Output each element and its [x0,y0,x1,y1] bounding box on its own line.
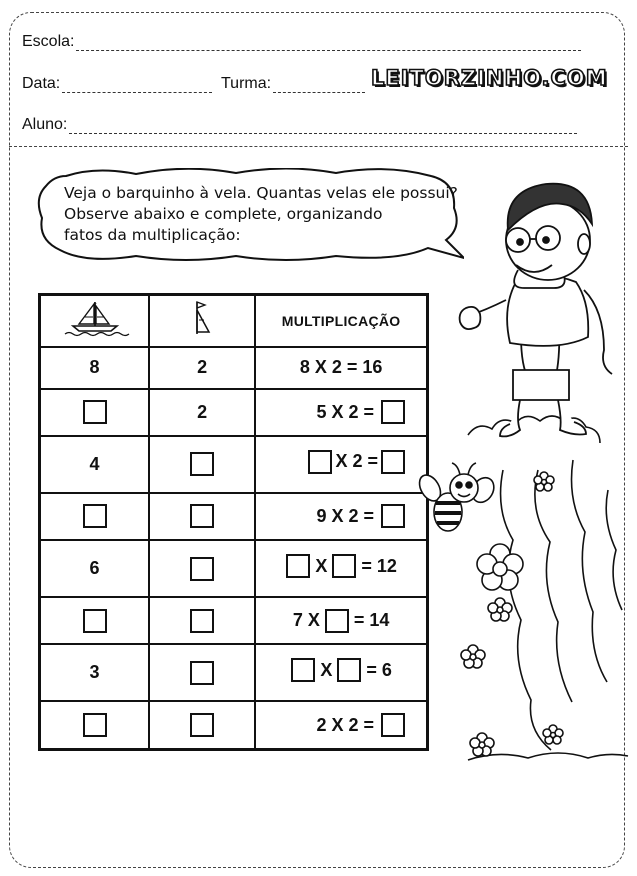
multiplicacao-header: MULTIPLICAÇÃO [281,313,401,330]
table-row [40,493,428,541]
row7-eq-x: X [320,659,333,680]
table-header-row [40,295,428,347]
answer-box[interactable] [190,713,214,737]
row1-eq-text: 8 X 2 = 16 [299,357,383,378]
turma-label: Turma: [221,75,272,92]
row5-equation [255,540,427,597]
row7-equation [255,644,427,701]
row6-eq-result: = 14 [353,610,390,631]
answer-box[interactable] [337,658,361,682]
answer-box[interactable] [381,713,405,737]
escola-field [22,33,581,51]
row7-eq-result: = 6 [366,659,392,680]
multiplicacao-header-cell [255,295,427,347]
aluno-field [22,116,577,134]
data-field [22,75,212,93]
prompt-line-3: fatos da multiplicação: [64,226,241,244]
answer-box[interactable] [381,400,405,424]
multiplication-table [38,293,429,751]
row4-eq-text: 9 X 2 = [316,505,374,526]
table-row [40,644,428,701]
row1-col1: 8 [40,347,150,389]
sailboat-icon [59,298,131,338]
answer-box[interactable] [325,609,349,633]
table-row [40,347,428,389]
row2-col1 [40,389,150,437]
answer-box[interactable] [381,504,405,528]
prompt-line-2: Observe abaixo e complete, organizando [64,205,383,223]
sail-icon [187,298,217,338]
prompt-text [64,183,458,246]
row3-col2 [149,436,255,493]
answer-box[interactable] [83,504,107,528]
answer-box[interactable] [190,661,214,685]
table-row [40,701,428,749]
row2-equation [255,389,427,437]
aluno-label: Aluno: [22,116,68,133]
row1-equation [255,347,427,389]
escola-line[interactable] [76,36,581,51]
row2-col2: 2 [149,389,255,437]
answer-box[interactable] [190,504,214,528]
row5-eq-result: = 12 [361,555,397,576]
answer-box[interactable] [308,450,332,474]
table-row [40,597,428,645]
escola-label: Escola: [22,33,75,50]
data-label: Data: [22,75,61,92]
data-line[interactable] [62,78,212,93]
answer-box[interactable] [291,658,315,682]
row1-col2: 2 [149,347,255,389]
boy-with-glasses-icon [460,184,612,437]
answer-box[interactable] [190,609,214,633]
answer-box[interactable] [190,557,214,581]
row5-col2 [149,540,255,597]
table-row [40,540,428,597]
row5-eq-x: X [315,555,328,576]
illustration [408,170,633,770]
row3-equation [255,436,427,493]
row8-col1 [40,701,150,749]
row7-col2 [149,644,255,701]
sailboat-header-cell [40,295,150,347]
answer-box[interactable] [190,452,214,476]
answer-box[interactable] [83,713,107,737]
answer-box[interactable] [286,554,310,578]
header-divider [9,146,628,147]
row3-eq-text: X 2 = [335,451,378,472]
site-logo: LEITORZINHO.COM [371,66,608,90]
turma-line[interactable] [273,78,365,93]
row6-eq-left: 7 X [292,610,320,631]
aluno-line[interactable] [69,119,577,134]
row8-eq-text: 2 X 2 = [316,714,374,735]
row2-eq-text: 5 X 2 = [316,401,374,422]
flower-icon [461,472,563,756]
table-row [40,436,428,493]
row8-col2 [149,701,255,749]
row7-col1: 3 [40,644,150,701]
bee-icon [415,463,498,531]
answer-box[interactable] [83,400,107,424]
row6-equation [255,597,427,645]
table-row [40,389,428,437]
row5-col1: 6 [40,540,150,597]
row6-col1 [40,597,150,645]
prompt-line-1: Veja o barquinho à vela. Quantas velas ele possui? [64,184,458,202]
answer-box[interactable] [83,609,107,633]
row4-equation [255,493,427,541]
row4-col2 [149,493,255,541]
answer-box[interactable] [381,450,405,474]
answer-box[interactable] [332,554,356,578]
row3-col1: 4 [40,436,150,493]
row4-col1 [40,493,150,541]
row8-equation [255,701,427,749]
sail-header-cell [149,295,255,347]
turma-field [221,75,365,93]
row6-col2 [149,597,255,645]
